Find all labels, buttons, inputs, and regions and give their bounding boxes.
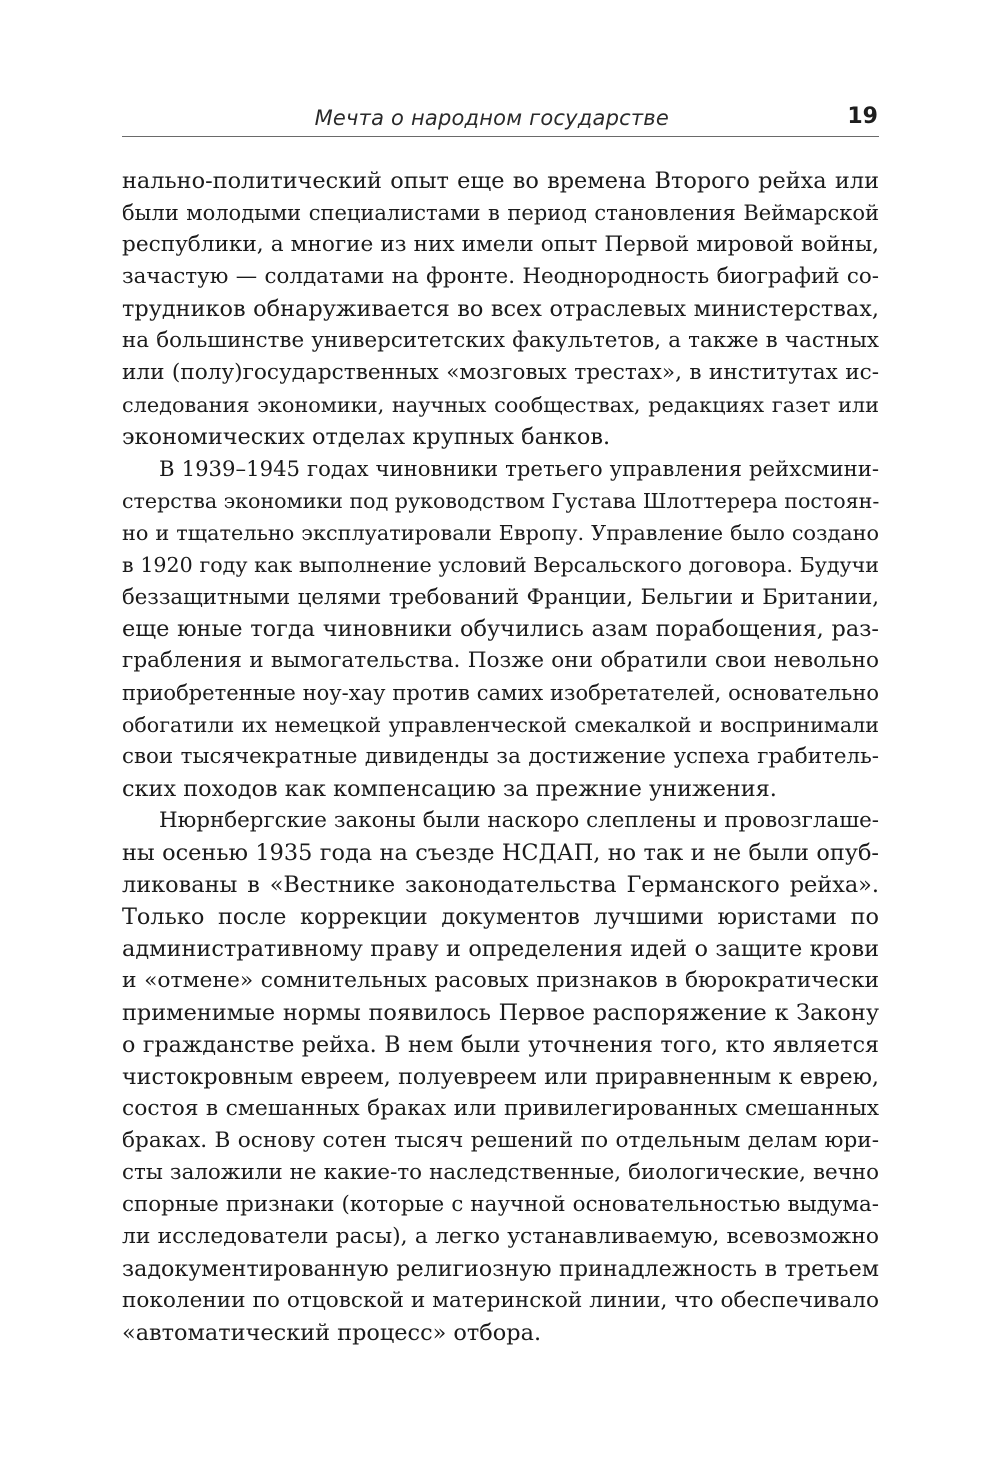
- text-line: еще юные тогда чиновники обучились азам порабощения, раз-: [122, 616, 879, 642]
- running-title: Мечта о народном государстве: [314, 106, 669, 130]
- text-line: состоя в смешанных браках или привилегированных смешанных: [122, 1096, 879, 1121]
- text-line: задокументированную религиозную принадлежность в третьем: [122, 1256, 879, 1282]
- text-line: обогатили их немецкой управленческой смекалкой и воспринимали: [122, 713, 879, 737]
- paragraph-1: [122, 165, 879, 453]
- text-line: административному праву и определения идей о защите крови: [122, 936, 879, 962]
- paragraph-3: [122, 805, 879, 1349]
- text-line: о гражданстве рейха. В нем были уточнения того, кто является: [122, 1032, 879, 1058]
- text-line: ны осенью 1935 года на съезде НСДАП, но так и не были опуб-: [122, 840, 879, 866]
- text-line: ли исследователи расы), а легко устанавливаемую, всевозможно: [122, 1224, 879, 1249]
- text-line: зачастую — солдатами на фронте. Неоднородность биографий со-: [122, 264, 879, 289]
- text-line: чистокровным евреем, полуевреем или приравненным к еврею,: [122, 1064, 879, 1090]
- text-line: свои тысячекратные дивиденды за достижение успеха грабитель-: [122, 744, 879, 769]
- text-line: были молодыми специалистами в период становления Веймарской: [122, 201, 879, 225]
- text-line: В 1939–1945 годах чиновники третьего управления рейхсмини-: [159, 456, 879, 481]
- text-line: приобретенные ноу-хау против самих изобретателей, основательно: [122, 681, 879, 705]
- text-line: и «отмене» сомнительных расовых признаков в бюрократически: [122, 968, 879, 993]
- text-line: сты заложили не какие-то наследственные, биологические, вечно: [122, 1160, 879, 1185]
- paragraph-2: [122, 453, 879, 805]
- text-line: беззащитными целями требований Франции, Бельгии и Британии,: [122, 584, 879, 609]
- text-line: экономических отделах крупных банков.: [122, 424, 611, 450]
- text-line: республики, а многие из них имели опыт Первой мировой войны,: [122, 232, 879, 257]
- text-line: ских походов как компенсацию за прежние унижения.: [122, 776, 777, 802]
- running-header: [122, 100, 879, 137]
- page-number: 19: [847, 104, 878, 129]
- text-line: или (полу)государственных «мозговых трестах», в институтах ис-: [122, 360, 879, 385]
- body-text: [122, 165, 879, 1349]
- text-line: но и тщательно эксплуатировали Европу. Управление было создано: [122, 521, 879, 545]
- text-line: на большинстве университетских факультетов, а также в частных: [122, 328, 879, 353]
- text-line: нально-политический опыт еще во времена Второго рейха или: [122, 168, 879, 194]
- text-line: спорные признаки (которые с научной основательностью выдума-: [122, 1192, 879, 1217]
- text-line: ликованы в «Вестнике законодательства Германского рейха».: [122, 872, 879, 898]
- text-line: Только после коррекции документов лучшими юристами по: [122, 904, 879, 930]
- text-line: в 1920 году как выполнение условий Версальского договора. Будучи: [122, 553, 879, 577]
- text-line: поколении по отцовской и материнской линии, что обеспечивало: [122, 1288, 879, 1313]
- text-line: стерства экономики под руководством Густава Шлоттерера постоян-: [122, 489, 880, 513]
- text-line: грабления и вымогательства. Позже они обратили свои невольно: [122, 648, 879, 673]
- text-line: следования экономики, научных сообществах, редакциях газет или: [122, 393, 879, 417]
- text-line: «автоматический процесс» отбора.: [122, 1320, 542, 1346]
- text-line: Нюрнбергские законы были наскоро слеплены и провозглаше-: [159, 808, 879, 833]
- text-line: применимые нормы появилось Первое распоряжение к Закону: [122, 1000, 879, 1026]
- text-line: браках. В основу сотен тысяч решений по отдельным делам юри-: [122, 1128, 879, 1153]
- text-line: трудников обнаруживается во всех отраслевых министерствах,: [122, 296, 879, 322]
